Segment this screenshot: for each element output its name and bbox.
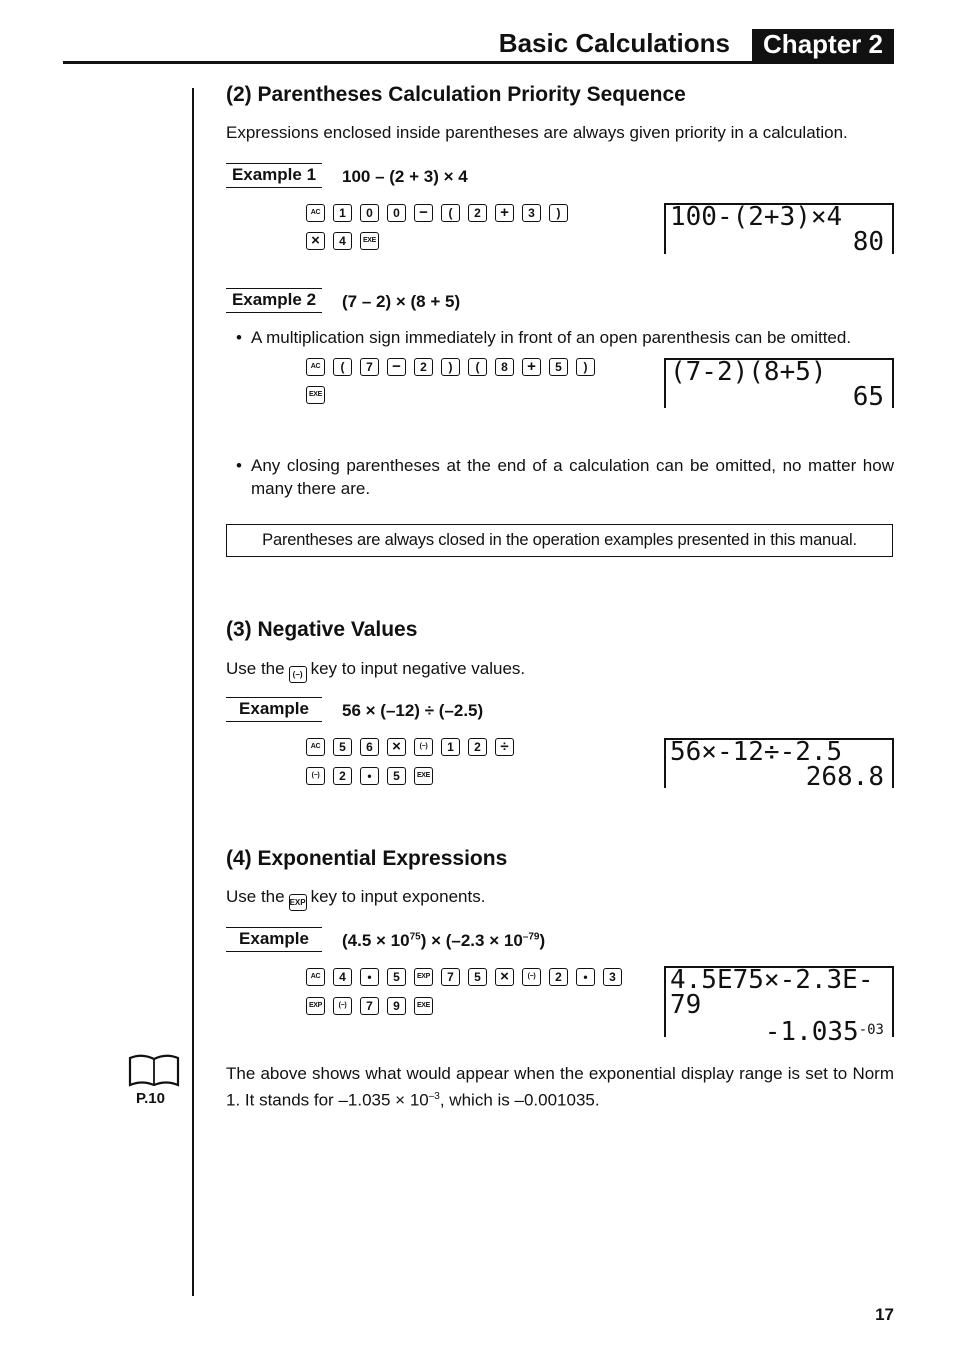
example-negative-keys-row1 (306, 737, 514, 756)
exe-key: EXE (306, 386, 325, 404)
ac-key: AC (306, 204, 325, 222)
page-number: 17 (875, 1305, 894, 1324)
example-2-keys-row1 (306, 357, 595, 376)
intro-text-before: Use the (226, 659, 285, 678)
digit-2-key: 2 (414, 358, 433, 376)
exp-key-icon: EXP (289, 894, 307, 911)
multiply-key: × (495, 968, 514, 986)
result-mantissa: -1.035 (764, 1017, 859, 1047)
digit-5-key: 5 (468, 968, 487, 986)
example-exponential-expression (342, 931, 545, 951)
plus-key: + (522, 358, 541, 376)
example-2-display (664, 357, 894, 412)
note-exponent: –3 (428, 1091, 440, 1102)
example-exponential-keys-row1 (306, 967, 622, 986)
divide-key: ÷ (495, 738, 514, 756)
example-1-label: Example 1 (226, 163, 322, 188)
decimal-point-key: • (576, 968, 595, 986)
example-2-expression: (7 – 2) × (8 + 5) (342, 292, 461, 311)
chapter-label: Chapter 2 (752, 29, 894, 63)
exe-key: EXE (360, 232, 379, 250)
exe-key: EXE (414, 997, 433, 1015)
digit-4-key: 4 (333, 968, 352, 986)
example-1-display (664, 202, 894, 257)
digit-5-key: 5 (333, 738, 352, 756)
digit-9-key: 9 (387, 997, 406, 1015)
expr-part: ) × (–2.3 × 10 (420, 931, 523, 950)
bullet-omit-multiplication: • A multiplication sign immediately in front of an open parenthesis can be omitted. (236, 328, 852, 347)
section-intro-negative (226, 657, 894, 683)
digit-3-key: 3 (603, 968, 622, 986)
example-negative-keys-row2 (306, 766, 433, 785)
example-1-keys-row1 (306, 203, 568, 222)
note-box: Parentheses are always closed in the operation examples presented in this manual. (226, 524, 893, 557)
example-negative-expression: 56 × (–12) ÷ (–2.5) (342, 701, 484, 720)
example-2-keys-row2 (306, 385, 325, 404)
intro-text-after: key to input negative values. (310, 659, 526, 678)
digit-0-key: 0 (360, 204, 379, 222)
ac-key: AC (306, 968, 325, 986)
digit-1-key: 1 (441, 738, 460, 756)
section-intro-exponential (226, 885, 894, 911)
expr-part: (4.5 × 10 (342, 931, 410, 950)
book-icon (128, 1054, 180, 1093)
multiply-key: × (387, 738, 406, 756)
section-heading-exponential: (4) Exponential Expressions (226, 847, 508, 870)
negative-key: (−) (306, 767, 325, 785)
digit-5-key: 5 (387, 968, 406, 986)
display-line-1: (7-2)(8+5) (670, 357, 827, 387)
chapter-title: Basic Calculations (498, 28, 730, 58)
digit-5-key: 5 (387, 767, 406, 785)
digit-7-key: 7 (360, 997, 379, 1015)
minus-key: − (414, 204, 433, 222)
ac-key: AC (306, 738, 325, 756)
display-line-1: 56×-12÷-2.5 (670, 737, 843, 767)
section-heading-parentheses: (2) Parentheses Calculation Priority Sequence (226, 83, 686, 106)
result-exponent: -03 (858, 1022, 884, 1038)
expr-exponent: –79 (522, 931, 540, 943)
intro-text-before: Use the (226, 887, 285, 906)
digit-2-key: 2 (549, 968, 568, 986)
digit-2-key: 2 (468, 204, 487, 222)
close-paren-key: ) (549, 204, 568, 222)
display-result (666, 1018, 892, 1045)
example-2-label: Example 2 (226, 288, 322, 313)
expr-part: ) (539, 931, 546, 950)
decimal-point-key: • (360, 968, 379, 986)
header-rule (63, 61, 894, 64)
margin-rule (192, 88, 194, 1296)
display-line-1: 100-(2+3)×4 (670, 202, 843, 232)
close-paren-key: ) (576, 358, 595, 376)
note-text: The above shows what would appear when the exponential display range is set to Norm 1. It stands for –1.035 × 10 (226, 1064, 894, 1110)
example-1-expression: 100 – (2 + 3) × 4 (342, 167, 468, 186)
digit-7-key: 7 (441, 968, 460, 986)
example-exponential-keys-row2 (306, 996, 433, 1015)
open-paren-key: ( (333, 358, 352, 376)
decimal-point-key: • (360, 767, 379, 785)
digit-8-key: 8 (495, 358, 514, 376)
display-result: 65 (852, 382, 884, 412)
example-exponential-display (664, 965, 894, 1047)
bullet-text: A multiplication sign immediately in front of an open parenthesis can be omitted. (251, 328, 852, 347)
example-1-keys-row2 (306, 231, 379, 250)
ac-key: AC (306, 358, 325, 376)
exp-key: EXP (306, 997, 325, 1015)
close-paren-key: ) (441, 358, 460, 376)
bullet-closing-parentheses: • Any closing parentheses at the end of a calculation can be omitted, no matter how many there are. (236, 456, 894, 498)
bullet-text: Any closing parentheses at the end of a calculation can be omitted, no matter how many there are. (251, 456, 894, 498)
digit-7-key: 7 (360, 358, 379, 376)
digit-4-key: 4 (333, 232, 352, 250)
exponent-display-note (226, 1062, 894, 1112)
page-reference: P.10 (136, 1090, 165, 1107)
digit-3-key: 3 (522, 204, 541, 222)
negative-key: (−) (414, 738, 433, 756)
exe-key: EXE (414, 767, 433, 785)
section-heading-negative: (3) Negative Values (226, 618, 418, 641)
multiply-key: × (306, 232, 325, 250)
display-line-1: 4.5E75×-2.3E- (670, 965, 874, 995)
example-exponential-label: Example (226, 927, 322, 952)
digit-6-key: 6 (360, 738, 379, 756)
example-negative-label: Example (226, 697, 322, 722)
digit-2-key: 2 (333, 767, 352, 785)
section-intro-parentheses: Expressions enclosed inside parentheses are always given priority in a calculation. (226, 123, 848, 142)
negative-key: (−) (522, 968, 541, 986)
display-line-2: 79 (670, 990, 702, 1020)
intro-text-after: key to input exponents. (310, 887, 486, 906)
open-paren-key: ( (441, 204, 460, 222)
negative-key: (−) (333, 997, 352, 1015)
digit-1-key: 1 (333, 204, 352, 222)
minus-key: − (387, 358, 406, 376)
digit-5-key: 5 (549, 358, 568, 376)
open-paren-key: ( (468, 358, 487, 376)
expr-exponent: 75 (409, 931, 421, 943)
display-result: 268.8 (805, 762, 884, 792)
note-text: , which is –0.001035. (439, 1090, 600, 1110)
exp-key: EXP (414, 968, 433, 986)
display-result: 80 (852, 227, 884, 257)
negative-key-icon: (−) (289, 666, 307, 683)
plus-key: + (495, 204, 514, 222)
example-negative-display (664, 737, 894, 792)
digit-0-key: 0 (387, 204, 406, 222)
digit-2-key: 2 (468, 738, 487, 756)
